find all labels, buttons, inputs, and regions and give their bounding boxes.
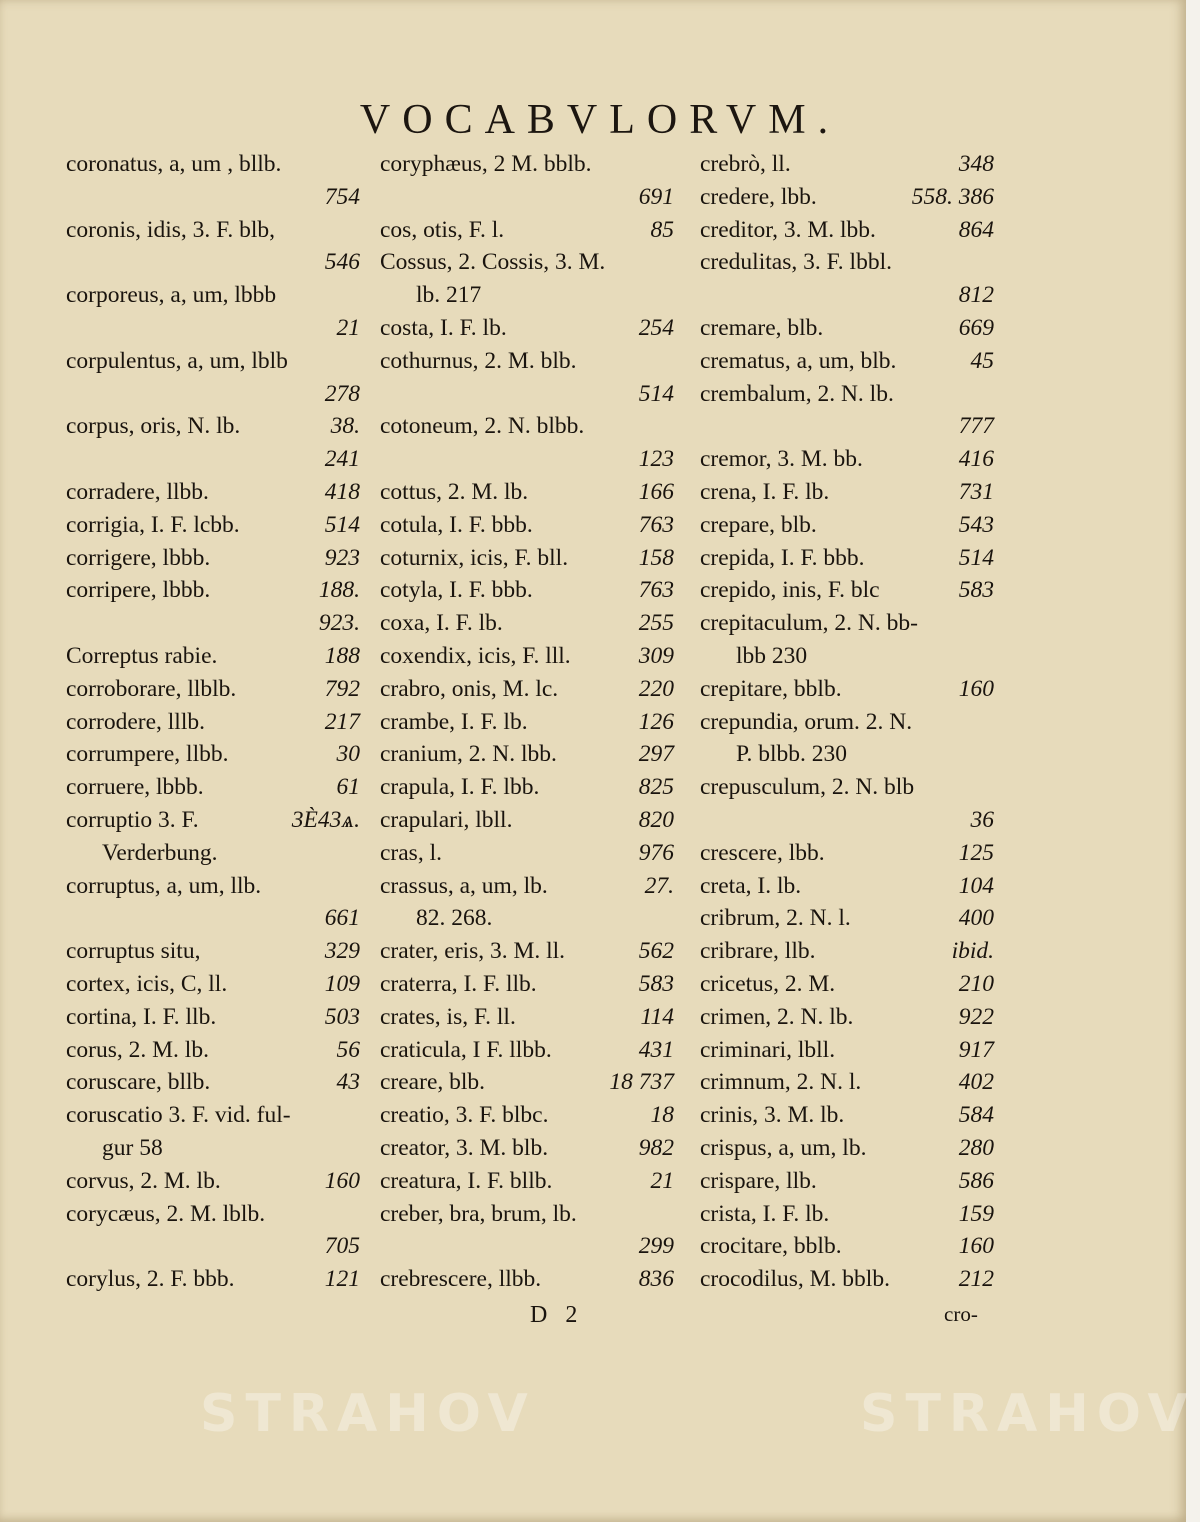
index-entry <box>380 378 680 411</box>
entry-term: crapulari, lbll. <box>380 806 513 833</box>
index-entry <box>66 968 366 1001</box>
entry-page-number: 254 <box>638 314 674 341</box>
entry-page-number: 160 <box>958 675 994 702</box>
entry-page-number: 217 <box>324 708 360 735</box>
entry-page-number: 56 <box>336 1036 360 1063</box>
entry-term: corruere, lbbb. <box>66 774 204 801</box>
index-entry <box>380 706 680 739</box>
entry-term: crepitare, bblb. <box>700 675 842 702</box>
entry-term: cremare, blb. <box>700 314 824 341</box>
index-entry <box>66 148 366 181</box>
index-entry <box>66 1099 366 1132</box>
signature-mark: D 2 <box>530 1302 584 1328</box>
entry-term: 82. 268. <box>416 905 493 932</box>
entry-term: coryphæus, 2 M. bblb. <box>380 151 592 177</box>
index-entry <box>700 1165 1000 1198</box>
index-entry <box>700 378 1000 411</box>
entry-term: corporeus, a, um, lbbb <box>66 282 277 309</box>
page-edge <box>1186 0 1200 1522</box>
index-entry <box>700 1263 1000 1296</box>
entry-page-number: 558. 386 <box>911 183 994 210</box>
entry-term: credulitas, 3. F. lbbl. <box>700 249 892 276</box>
index-entry <box>380 148 680 181</box>
entry-term: coruscare, bllb. <box>66 1069 211 1096</box>
entry-page-number: 402 <box>958 1069 994 1096</box>
entry-term: coturnix, icis, F. bll. <box>380 544 569 571</box>
entry-term: crambe, I. F. lb. <box>380 708 528 735</box>
index-entry <box>66 1001 366 1034</box>
entry-term: crista, I. F. lb. <box>700 1200 830 1227</box>
entry-term: corradere, llbb. <box>66 478 209 505</box>
entry-term: craticula, I F. llbb. <box>380 1036 552 1063</box>
index-entry <box>700 509 1000 542</box>
entry-page-number: 160 <box>324 1167 360 1194</box>
entry-page-number: 546 <box>324 249 360 276</box>
entry-term: corruptus situ, <box>66 938 201 965</box>
entry-term: Cossus, 2. Cossis, 3. M. <box>380 249 606 276</box>
index-entry <box>700 542 1000 575</box>
index-entry <box>380 1198 680 1231</box>
index-entry <box>700 312 1000 345</box>
entry-page-number: 583 <box>958 577 994 604</box>
entry-page-number: 297 <box>638 741 674 768</box>
index-entry <box>700 607 1000 640</box>
index-entry <box>700 968 1000 1001</box>
entry-term: coxa, I. F. lb. <box>380 610 503 637</box>
entry-page-number: 114 <box>640 1003 674 1030</box>
index-entry <box>380 837 680 870</box>
entry-term: corvus, 2. M. lb. <box>66 1167 221 1194</box>
index-entry <box>66 673 366 706</box>
index-entry <box>66 509 366 542</box>
entry-page-number: 691 <box>638 183 674 210</box>
entry-page-number: 763 <box>638 577 674 604</box>
entry-page-number: 220 <box>638 675 674 702</box>
index-entry <box>66 476 366 509</box>
index-entry <box>700 1198 1000 1231</box>
entry-term: creator, 3. M. blb. <box>380 1134 549 1161</box>
entry-term: crassus, a, um, lb. <box>380 872 548 899</box>
index-entry <box>66 870 366 903</box>
entry-term: corylus, 2. F. bbb. <box>66 1266 235 1293</box>
entry-page-number: 299 <box>638 1233 674 1260</box>
index-entry <box>66 837 366 870</box>
index-entry <box>700 476 1000 509</box>
entry-page-number: 126 <box>638 708 674 735</box>
index-entry <box>380 804 680 837</box>
entry-page-number: 255 <box>638 610 674 637</box>
index-entry <box>700 1099 1000 1132</box>
entry-term: P. blbb. 230 <box>736 741 847 768</box>
entry-page-number: 514 <box>324 511 360 538</box>
entry-term: corpus, oris, N. lb. <box>66 413 241 440</box>
entry-term: lbb 230 <box>736 642 808 669</box>
index-entry <box>700 410 1000 443</box>
entry-term: corycæus, 2. M. lblb. <box>66 1200 266 1227</box>
index-entry <box>380 1034 680 1067</box>
entry-page-number: 43 <box>336 1069 360 1096</box>
entry-term: crepusculum, 2. N. blb <box>700 774 915 801</box>
running-head: VOCABVLORVM. <box>359 97 841 143</box>
entry-page-number: 754 <box>324 183 360 210</box>
index-entry <box>66 246 366 279</box>
entry-term: crater, eris, 3. M. ll. <box>380 938 566 965</box>
entry-term: coronatus, a, um , bllb. <box>66 151 282 177</box>
index-entry <box>66 935 366 968</box>
entry-term: corruptio 3. F. <box>66 806 199 833</box>
entry-term: creatio, 3. F. blbc. <box>380 1102 549 1129</box>
entry-page-number: 212 <box>958 1266 994 1293</box>
index-entry <box>380 1230 680 1263</box>
index-entry <box>700 246 1000 279</box>
entry-term: crescere, lbb. <box>700 839 825 866</box>
index-entry <box>66 312 366 345</box>
entry-term: crepitaculum, 2. N. bb- <box>700 610 918 637</box>
index-entry <box>380 1165 680 1198</box>
index-entry <box>380 542 680 575</box>
entry-term: corus, 2. M. lb. <box>66 1036 209 1063</box>
index-entry <box>700 935 1000 968</box>
index-entry <box>380 443 680 476</box>
entry-page-number: 109 <box>324 970 360 997</box>
entry-term: cribrum, 2. N. l. <box>700 905 851 932</box>
entry-term: cras, l. <box>380 839 442 866</box>
entry-page-number: ibid. <box>951 938 994 965</box>
entry-page-number: 418 <box>324 478 360 505</box>
index-entry <box>380 574 680 607</box>
entry-page-number: 543 <box>958 511 994 538</box>
entry-page-number: 416 <box>958 446 994 473</box>
entry-page-number: 166 <box>638 478 674 505</box>
index-entry <box>700 279 1000 312</box>
entry-page-number: 188. <box>318 577 360 604</box>
entry-page-number: 922 <box>958 1003 994 1030</box>
index-entry <box>700 148 1000 181</box>
entry-term: crepare, blb. <box>700 511 817 538</box>
index-entry <box>380 738 680 771</box>
entry-term: crimen, 2. N. lb. <box>700 1003 854 1030</box>
entry-page-number: 812 <box>958 282 994 309</box>
entry-page-number: 160 <box>958 1233 994 1260</box>
entry-term: creta, I. lb. <box>700 872 802 899</box>
index-entry <box>380 902 680 935</box>
entry-page-number: 820 <box>638 806 674 833</box>
entry-page-number: 21 <box>650 1167 674 1194</box>
index-entry <box>380 312 680 345</box>
entry-page-number: 121 <box>324 1266 360 1293</box>
entry-page-number: 348 <box>958 151 994 177</box>
index-entry <box>380 1263 680 1296</box>
entry-term: crembalum, 2. N. lb. <box>700 380 894 407</box>
entry-term: costa, I. F. lb. <box>380 314 507 341</box>
index-entry <box>66 345 366 378</box>
index-entry <box>700 706 1000 739</box>
index-entry <box>66 738 366 771</box>
entry-term: cos, otis, F. l. <box>380 216 505 243</box>
entry-term: corroborare, llblb. <box>66 675 237 702</box>
entry-page-number: 159 <box>958 1200 994 1227</box>
index-entry <box>66 607 366 640</box>
index-entry <box>380 476 680 509</box>
entry-page-number: 400 <box>958 905 994 932</box>
entry-term: creditor, 3. M. lbb. <box>700 216 876 243</box>
index-entry <box>700 1066 1000 1099</box>
entry-page-number: 85 <box>650 216 674 243</box>
entry-term: coxendix, icis, F. lll. <box>380 642 571 669</box>
entry-page-number: 661 <box>324 905 360 932</box>
index-entry <box>66 214 366 247</box>
entry-page-number: 864 <box>958 216 994 243</box>
entry-page-number: 280 <box>958 1134 994 1161</box>
index-entry <box>380 1099 680 1132</box>
entry-page-number: 18 737 <box>609 1069 674 1096</box>
column-1 <box>66 148 366 1296</box>
entry-term: crepida, I. F. bbb. <box>700 544 865 571</box>
entry-term: crimnum, 2. N. l. <box>700 1069 862 1096</box>
entry-term: crena, I. F. lb. <box>700 478 830 505</box>
index-entry <box>700 345 1000 378</box>
index-entry <box>380 870 680 903</box>
entry-page-number: 45 <box>970 347 994 374</box>
entry-term: cothurnus, 2. M. blb. <box>380 347 577 374</box>
index-entry <box>66 574 366 607</box>
index-entry <box>700 804 1000 837</box>
index-entry <box>380 509 680 542</box>
index-entry <box>66 443 366 476</box>
entry-term: crates, is, F. ll. <box>380 1003 516 1030</box>
entry-term: crispus, a, um, lb. <box>700 1134 867 1161</box>
entry-term: credere, lbb. <box>700 183 817 210</box>
index-entry <box>700 870 1000 903</box>
index-entry <box>380 1132 680 1165</box>
entry-page-number: 61 <box>336 774 360 801</box>
entry-page-number: 514 <box>638 380 674 407</box>
index-entry <box>700 640 1000 673</box>
watermark-right: STRAHOV <box>860 1384 1196 1444</box>
entry-page-number: 188 <box>324 642 360 669</box>
entry-page-number: 329 <box>324 938 360 965</box>
entry-page-number: 210 <box>958 970 994 997</box>
index-entry <box>380 935 680 968</box>
entry-page-number: 917 <box>958 1036 994 1063</box>
entry-page-number: 923 <box>324 544 360 571</box>
entry-term: crabro, onis, M. lc. <box>380 675 559 702</box>
entry-page-number: 825 <box>638 774 674 801</box>
entry-term: coruscatio 3. F. vid. ful- <box>66 1102 291 1129</box>
index-entry <box>700 1001 1000 1034</box>
index-entry <box>380 1001 680 1034</box>
entry-page-number: 125 <box>958 839 994 866</box>
index-entry <box>380 771 680 804</box>
entry-page-number: 514 <box>958 544 994 571</box>
index-entry <box>66 378 366 411</box>
entry-term: corrigia, I. F. lcbb. <box>66 511 240 538</box>
index-entry <box>66 1066 366 1099</box>
index-entry <box>700 1132 1000 1165</box>
entry-page-number: 431 <box>638 1036 674 1063</box>
entry-page-number: 309 <box>638 642 674 669</box>
entry-term: coronis, idis, 3. F. blb, <box>66 216 275 243</box>
entry-page-number: 583 <box>638 970 674 997</box>
entry-page-number: 562 <box>638 938 674 965</box>
index-entry <box>66 771 366 804</box>
entry-term: corripere, lbbb. <box>66 577 211 604</box>
entry-term: craterra, I. F. llb. <box>380 970 537 997</box>
entry-term: crapula, I. F. lbb. <box>380 774 540 801</box>
entry-term: cortina, I. F. llb. <box>66 1003 217 1030</box>
entry-page-number: 976 <box>638 839 674 866</box>
index-entry <box>66 1263 366 1296</box>
index-entry <box>700 1034 1000 1067</box>
entry-term: corrodere, lllb. <box>66 708 205 735</box>
index-entry <box>66 1034 366 1067</box>
entry-page-number: 777 <box>958 413 994 440</box>
entry-term: crispare, llb. <box>700 1167 817 1194</box>
entry-term: Correptus rabie. <box>66 642 218 669</box>
entry-term: creare, blb. <box>380 1069 486 1096</box>
entry-term: corrigere, lbbb. <box>66 544 211 571</box>
entry-page-number: 982 <box>638 1134 674 1161</box>
index-entry <box>380 607 680 640</box>
index-entry <box>66 804 366 837</box>
entry-page-number: 836 <box>638 1266 674 1293</box>
index-entry <box>380 345 680 378</box>
entry-page-number: 3Ѐ43ѧ. <box>291 806 360 833</box>
index-entry <box>380 968 680 1001</box>
index-entry <box>700 214 1000 247</box>
entry-term: crepundia, orum. 2. N. <box>700 708 913 735</box>
entry-term: Verderbung. <box>102 839 218 866</box>
entry-page-number: 104 <box>958 872 994 899</box>
index-entry <box>66 410 366 443</box>
entry-page-number: 586 <box>958 1167 994 1194</box>
index-entry <box>380 673 680 706</box>
index-entry <box>66 640 366 673</box>
entry-page-number: 503 <box>324 1003 360 1030</box>
entry-term: cricetus, 2. M. <box>700 970 836 997</box>
entry-term: criminari, lbll. <box>700 1036 836 1063</box>
entry-page-number: 21 <box>336 314 360 341</box>
index-entry <box>700 443 1000 476</box>
index-entry <box>66 706 366 739</box>
entry-term: cortex, icis, C, ll. <box>66 970 228 997</box>
entry-term: corrumpere, llbb. <box>66 741 229 768</box>
entry-term: lb. 217 <box>416 282 482 309</box>
entry-term: cottus, 2. M. lb. <box>380 478 529 505</box>
entry-term: creatura, I. F. bllb. <box>380 1167 553 1194</box>
index-entry <box>66 181 366 214</box>
watermark-left: STRAHOV <box>200 1384 536 1444</box>
catchword: cro- <box>944 1302 978 1326</box>
index-entry <box>380 214 680 247</box>
entry-term: cotoneum, 2. N. blbb. <box>380 413 585 440</box>
entry-term: crepido, inis, F. blc <box>700 577 880 604</box>
index-entry <box>700 673 1000 706</box>
index-entry <box>700 574 1000 607</box>
index-entry <box>700 771 1000 804</box>
index-entry <box>700 902 1000 935</box>
entry-page-number: 584 <box>958 1102 994 1129</box>
entry-term: corruptus, a, um, llb. <box>66 872 262 899</box>
index-entry <box>700 1230 1000 1263</box>
entry-page-number: 30 <box>336 741 360 768</box>
index-entry <box>380 279 680 312</box>
entry-term: corpulentus, a, um, lblb <box>66 347 288 374</box>
index-entry <box>66 1198 366 1231</box>
entry-page-number: 669 <box>958 314 994 341</box>
entry-term: cotula, I. F. bbb. <box>380 511 533 538</box>
entry-page-number: 38. <box>330 413 360 440</box>
index-entry <box>380 246 680 279</box>
entry-term: crebrescere, llbb. <box>380 1266 542 1293</box>
index-entry <box>66 902 366 935</box>
entry-page-number: 123 <box>638 446 674 473</box>
index-entry <box>700 738 1000 771</box>
index-entry <box>66 1230 366 1263</box>
entry-page-number: 923. <box>318 610 360 637</box>
index-entry <box>66 1165 366 1198</box>
index-entry <box>700 181 1000 214</box>
column-2 <box>380 148 680 1296</box>
index-entry <box>380 181 680 214</box>
index-entry <box>700 837 1000 870</box>
entry-page-number: 241 <box>324 446 360 473</box>
entry-page-number: 27. <box>644 872 674 899</box>
entry-term: crebrò, ll. <box>700 151 791 177</box>
entry-page-number: 278 <box>324 380 360 407</box>
index-entry <box>66 1132 366 1165</box>
entry-term: cranium, 2. N. lbb. <box>380 741 557 768</box>
index-entry <box>66 542 366 575</box>
entry-term: crematus, a, um, blb. <box>700 347 897 374</box>
entry-page-number: 18 <box>650 1102 674 1129</box>
entry-page-number: 763 <box>638 511 674 538</box>
index-entry <box>380 1066 680 1099</box>
entry-page-number: 158 <box>638 544 674 571</box>
entry-term: cribrare, llb. <box>700 938 816 965</box>
entry-page-number: 705 <box>324 1233 360 1260</box>
entry-term: gur 58 <box>102 1134 163 1161</box>
entry-page-number: 731 <box>958 478 994 505</box>
entry-term: crocodilus, M. bblb. <box>700 1266 890 1293</box>
entry-term: crocitare, bblb. <box>700 1233 842 1260</box>
column-3 <box>700 148 1000 1296</box>
index-entry <box>66 279 366 312</box>
entry-term: cremor, 3. M. bb. <box>700 446 863 473</box>
entry-term: cotyla, I. F. bbb. <box>380 577 533 604</box>
entry-term: creber, bra, brum, lb. <box>380 1200 577 1227</box>
entry-page-number: 36 <box>970 806 994 833</box>
entry-page-number: 792 <box>324 675 360 702</box>
index-entry <box>380 640 680 673</box>
entry-term: crinis, 3. M. lb. <box>700 1102 845 1129</box>
index-entry <box>380 410 680 443</box>
